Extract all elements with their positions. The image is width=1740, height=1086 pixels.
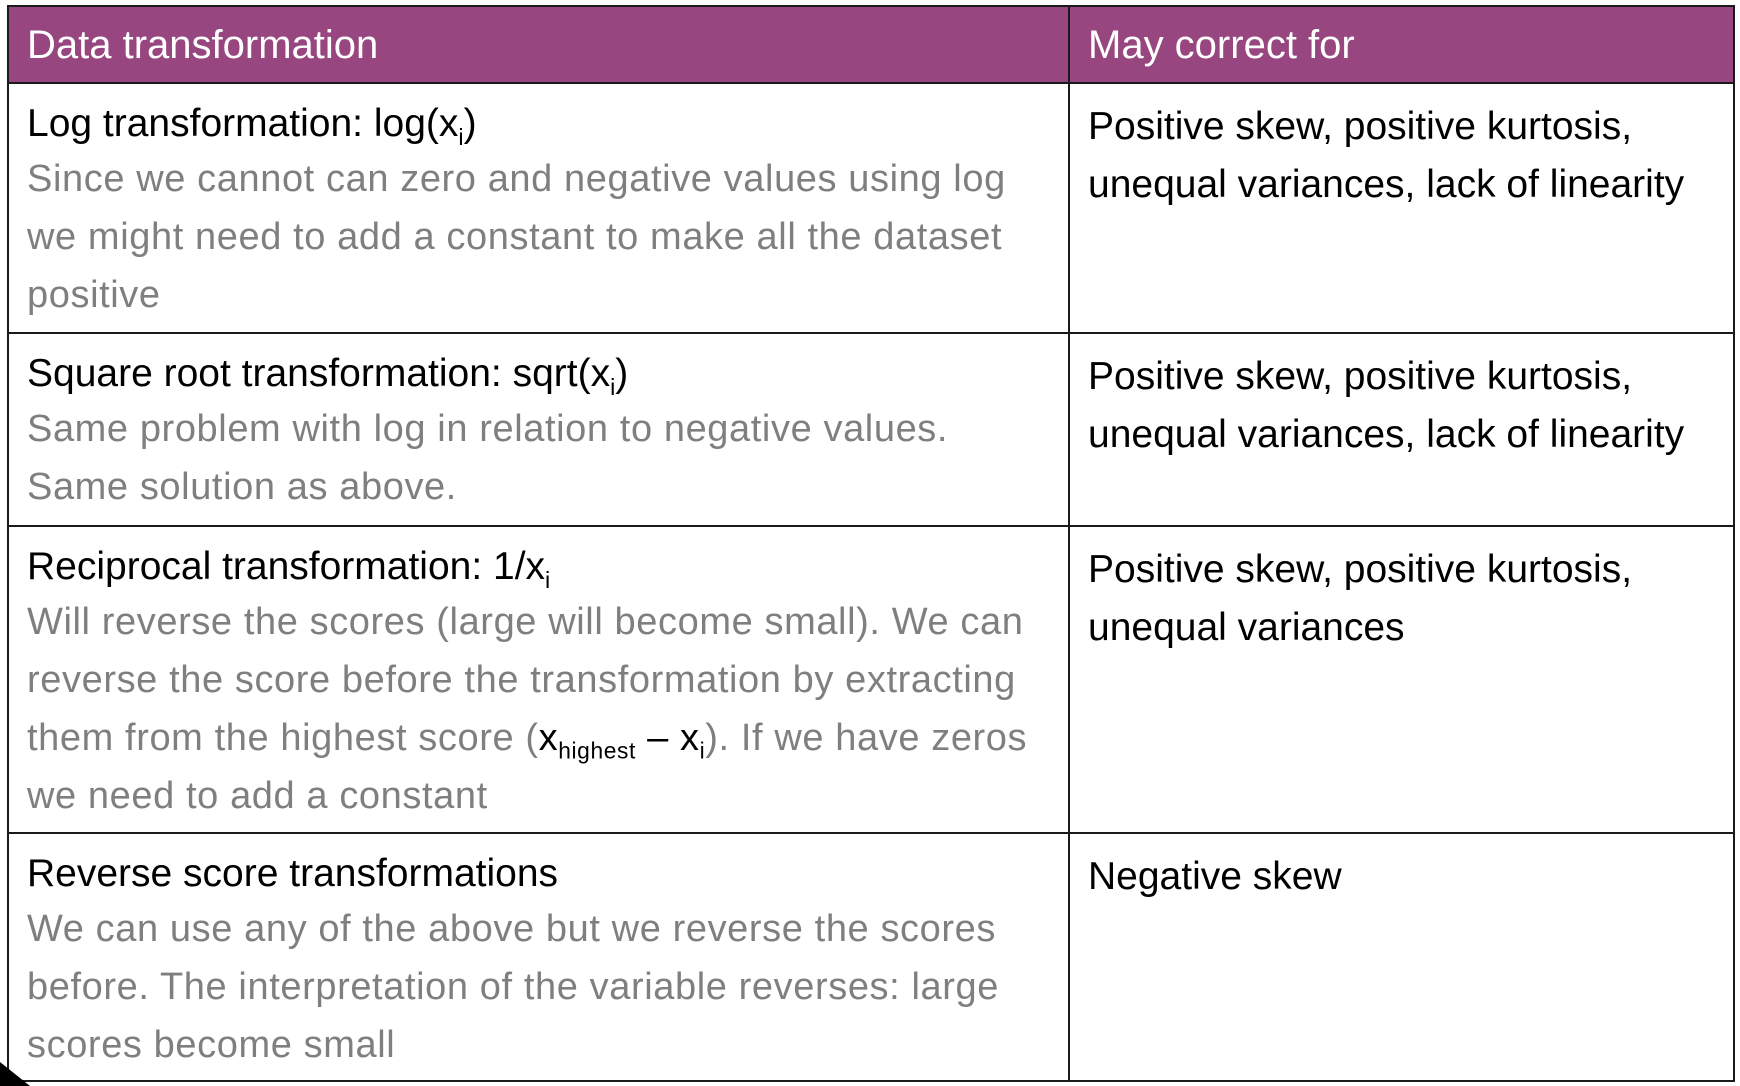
transformation-cell [8,83,1069,333]
corrects-cell [1069,526,1734,833]
description-text: Will reverse the scores (large will become small). We can reverse the score before the transformation by extracting them from the highest score ( [27,601,1024,759]
x-highest [538,717,636,764]
transformation-title [27,348,1050,400]
transformation-description: Since we cannot can zero and negative values using log we might need to add a constant to make all the dataset positive [27,158,1006,316]
transformation-description: We can use any of the above but we reverse the scores before. The interpretation of the variable reverses: large scores become small [27,908,999,1066]
transformation-cell [8,526,1069,833]
title-subscript: i [610,373,616,400]
x-highest-subscript: highest [558,737,636,764]
table-row [8,526,1734,833]
transformation-title: Reverse score transformations [27,852,559,895]
corrects-text: Positive skew, positive kurtosis, unequal variances, lack of linearity [1088,355,1685,456]
corrects-text: Negative skew [1088,855,1342,898]
title-text: Reciprocal transformation: 1/x [27,545,546,588]
title-suffix: ) [463,102,477,145]
corrects-cell [1069,333,1734,526]
title-suffix: ) [615,352,629,395]
x-i-base: x [680,717,700,759]
transformation-description [27,593,1050,825]
title-text: Log transformation: log(x [27,102,459,145]
corrects-cell [1069,83,1734,333]
header-may-correct-for: May correct for [1069,6,1734,83]
table-row [8,83,1734,333]
corrects-text: Positive skew, positive kurtosis, unequal variances, lack of linearity [1088,105,1685,206]
header-data-transformation: Data transformation [8,6,1069,83]
description-text-end: ). If we have zeros we need to add a constant [27,717,1028,817]
title-text: Square root transformation: sqrt(x [27,352,611,395]
table-row [8,833,1734,1081]
table-row [8,333,1734,526]
slide-corner-marker [0,1062,30,1086]
transformation-description: Same problem with log in relation to negative values. Same solution as above. [27,408,949,508]
x-i-subscript: i [699,737,706,764]
title-subscript: i [545,566,551,593]
transformation-cell [8,333,1069,526]
transformation-cell [8,833,1069,1081]
title-subscript: i [458,123,464,150]
corrects-cell [1069,833,1734,1081]
transformations-table [7,5,1735,1082]
transformation-title [27,541,1050,593]
x-highest-base: x [538,717,559,759]
header-row [8,6,1734,83]
corrects-text: Positive skew, positive kurtosis, unequal variances [1088,548,1633,649]
minus-sign: – [635,717,680,759]
x-i [680,717,706,764]
transformation-title [27,98,1050,150]
